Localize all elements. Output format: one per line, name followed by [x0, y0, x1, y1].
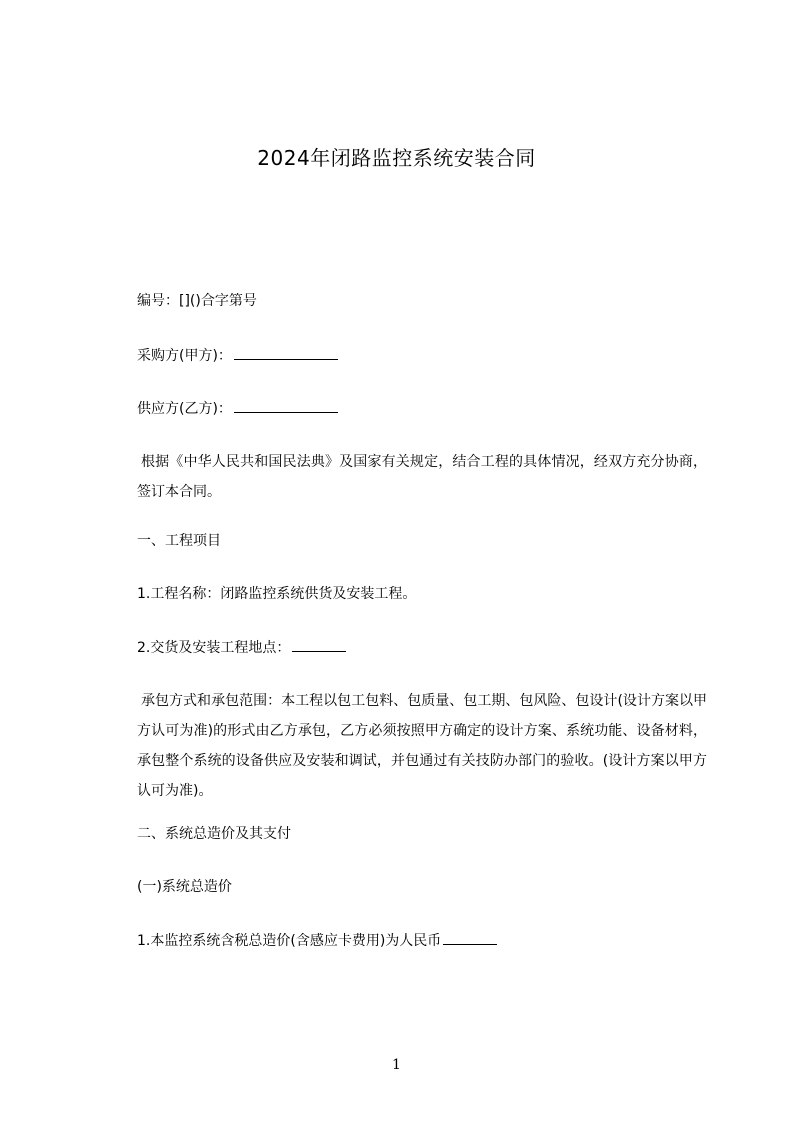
document-title: 2024年闭路监控系统安装合同: [257, 146, 536, 170]
location-blank: [292, 637, 346, 652]
project-name-item: 1.工程名称：闭路监控系统供货及安装工程。: [137, 586, 417, 602]
subsection-1-heading: (一)系统总造价: [137, 879, 232, 895]
total-price-line: [137, 930, 497, 951]
location-line: [137, 637, 346, 658]
intro-paragraph: 根据《中华人民共和国民法典》及国家有关规定，结合工程的具体情况，经双方充分协商，签订本合同。: [137, 454, 707, 500]
section-2-heading: 二、系统总造价及其支付: [137, 826, 291, 842]
supplier-label: 供应方(乙方)：: [137, 401, 232, 417]
contract-number-line: [137, 291, 257, 311]
total-price-blank: [443, 930, 497, 945]
buyer-label: 采购方(甲方)：: [137, 348, 232, 364]
location-label: 2.交货及安装工程地点：: [137, 640, 291, 656]
scope-paragraph: 承包方式和承包范围：本工程以包工包料、包质量、包工期、包风险、包设计(设计方案以甲方认可为准)的形式由乙方承包，乙方必须按照甲方确定的设计方案、系统功能、设备材料，承包整个系统的设备供应及安装和调试，并包通过有关技防办部门的验收。(设计方案以甲方认可为准)。: [137, 693, 707, 799]
buyer-blank: [234, 345, 338, 360]
supplier-blank: [234, 398, 338, 413]
contract-number: 编号：[]()合字第号: [137, 293, 257, 309]
buyer-line: [137, 345, 338, 366]
page-number: 1: [392, 1057, 401, 1073]
section-1-heading: 一、工程项目: [137, 533, 221, 549]
supplier-line: [137, 398, 338, 419]
total-price-label: 1.本监控系统含税总造价(含感应卡费用)为人民币: [137, 933, 442, 949]
